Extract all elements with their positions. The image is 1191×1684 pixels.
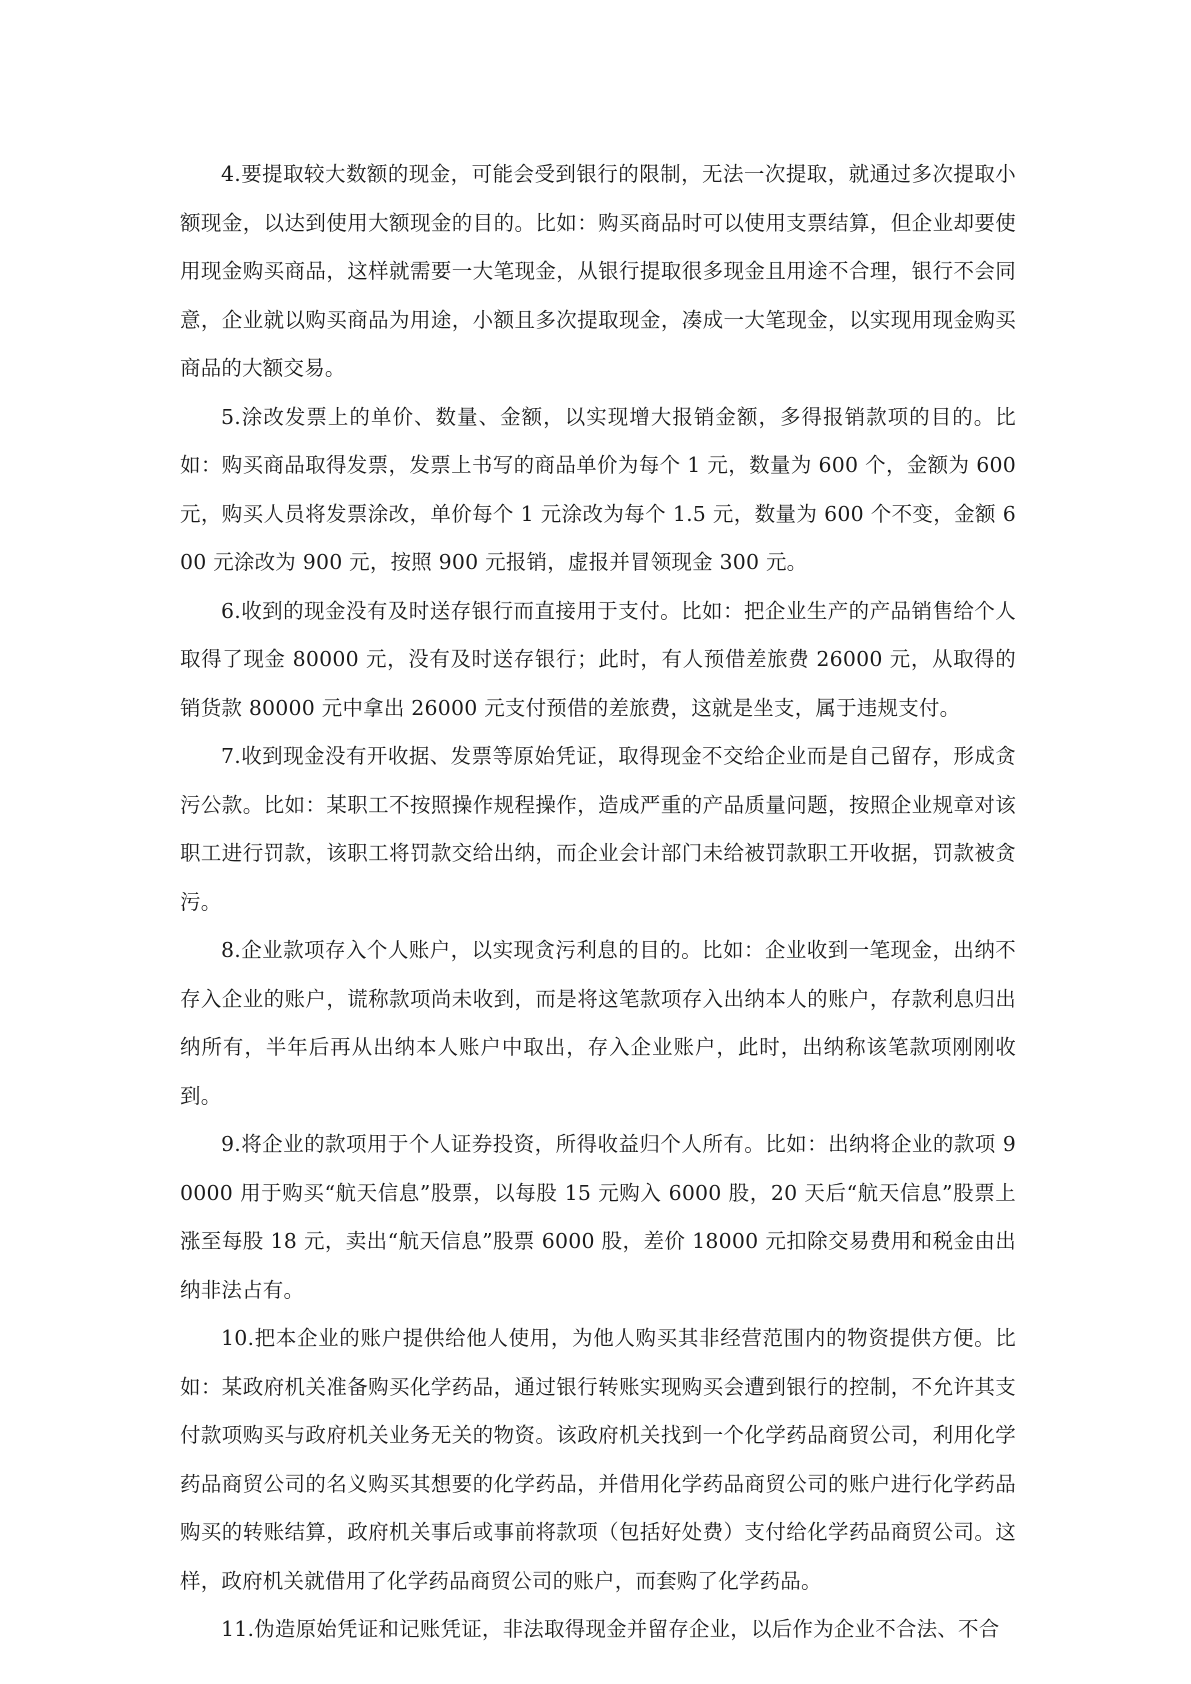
document-body: [180, 150, 1016, 1654]
paragraph-5: 5.涂改发票上的单价、数量、金额，以实现增大报销金额，多得报销款项的目的。比如：购买商品取得发票，发票上书写的商品单价为每个 1 元，数量为 600 个，金额为 600 元，购买人员将发票涂改，单价每个 1 元涂改为每个 1.5 元，数量为 600 个不变，金额 600 元涂改为 900 元，按照 900 元报销，虚报并冒领现金 300 元。: [180, 404, 1016, 574]
paragraph-9: 9.将企业的款项用于个人证券投资，所得收益归个人所有。比如：出纳将企业的款项 90000 用于购买“航天信息”股票，以每股 15 元购入 6000 股，20 天后“航天信息”股票上涨至每股 18 元，卖出“航天信息”股票 6000 股，差价 18000 元扣除交易费用和税金由出纳非法占有。: [180, 1132, 1016, 1302]
paragraph-6: 6.收到的现金没有及时送存银行而直接用于支付。比如：把企业生产的产品销售给个人取得了现金 80000 元，没有及时送存银行；此时，有人预借差旅费 26000 元，从取得的销货款 80000 元中拿出 26000 元支付预借的差旅费，这就是坐支，属于违规支付。: [180, 598, 1016, 720]
paragraph-8: 8.企业款项存入个人账户，以实现贪污利息的目的。比如：企业收到一笔现金，出纳不存入企业的账户，谎称款项尚未收到，而是将这笔款项存入出纳本人的账户，存款利息归出纳所有，半年后再从出纳本人账户中取出，存入企业账户，此时，出纳称该笔款项刚刚收到。: [180, 938, 1016, 1108]
paragraph-4: 4.要提取较大数额的现金，可能会受到银行的限制，无法一次提取，就通过多次提取小额现金，以达到使用大额现金的目的。比如：购买商品时可以使用支票结算，但企业却要使用现金购买商品，这样就需要一大笔现金，从银行提取很多现金且用途不合理，银行不会同意，企业就以购买商品为用途，小额且多次提取现金，凑成一大笔现金，以实现用现金购买商品的大额交易。: [180, 162, 1016, 380]
paragraph-7: 7.收到现金没有开收据、发票等原始凭证，取得现金不交给企业而是自己留存，形成贪污公款。比如：某职工不按照操作规程操作，造成严重的产品质量问题，按照企业规章对该职工进行罚款，该职工将罚款交给出纳，而企业会计部门未给被罚款职工开收据，罚款被贪污。: [180, 744, 1016, 914]
paragraph-11: 11.伪造原始凭证和记账凭证，非法取得现金并留存企业，以后作为企业不合法、不合: [221, 1617, 1000, 1641]
paragraph-10: 10.把本企业的账户提供给他人使用，为他人购买其非经营范围内的物资提供方便。比如：某政府机关准备购买化学药品，通过银行转账实现购买会遭到银行的控制，不允许其支付款项购买与政府机关业务无关的物资。该政府机关找到一个化学药品商贸公司，利用化学药品商贸公司的名义购买其想要的化学药品，并借用化学药品商贸公司的账户进行化学药品购买的转账结算，政府机关事后或事前将款项（包括好处费）支付给化学药品商贸公司。这样，政府机关就借用了化学药品商贸公司的账户，而套购了化学药品。: [180, 1326, 1016, 1593]
